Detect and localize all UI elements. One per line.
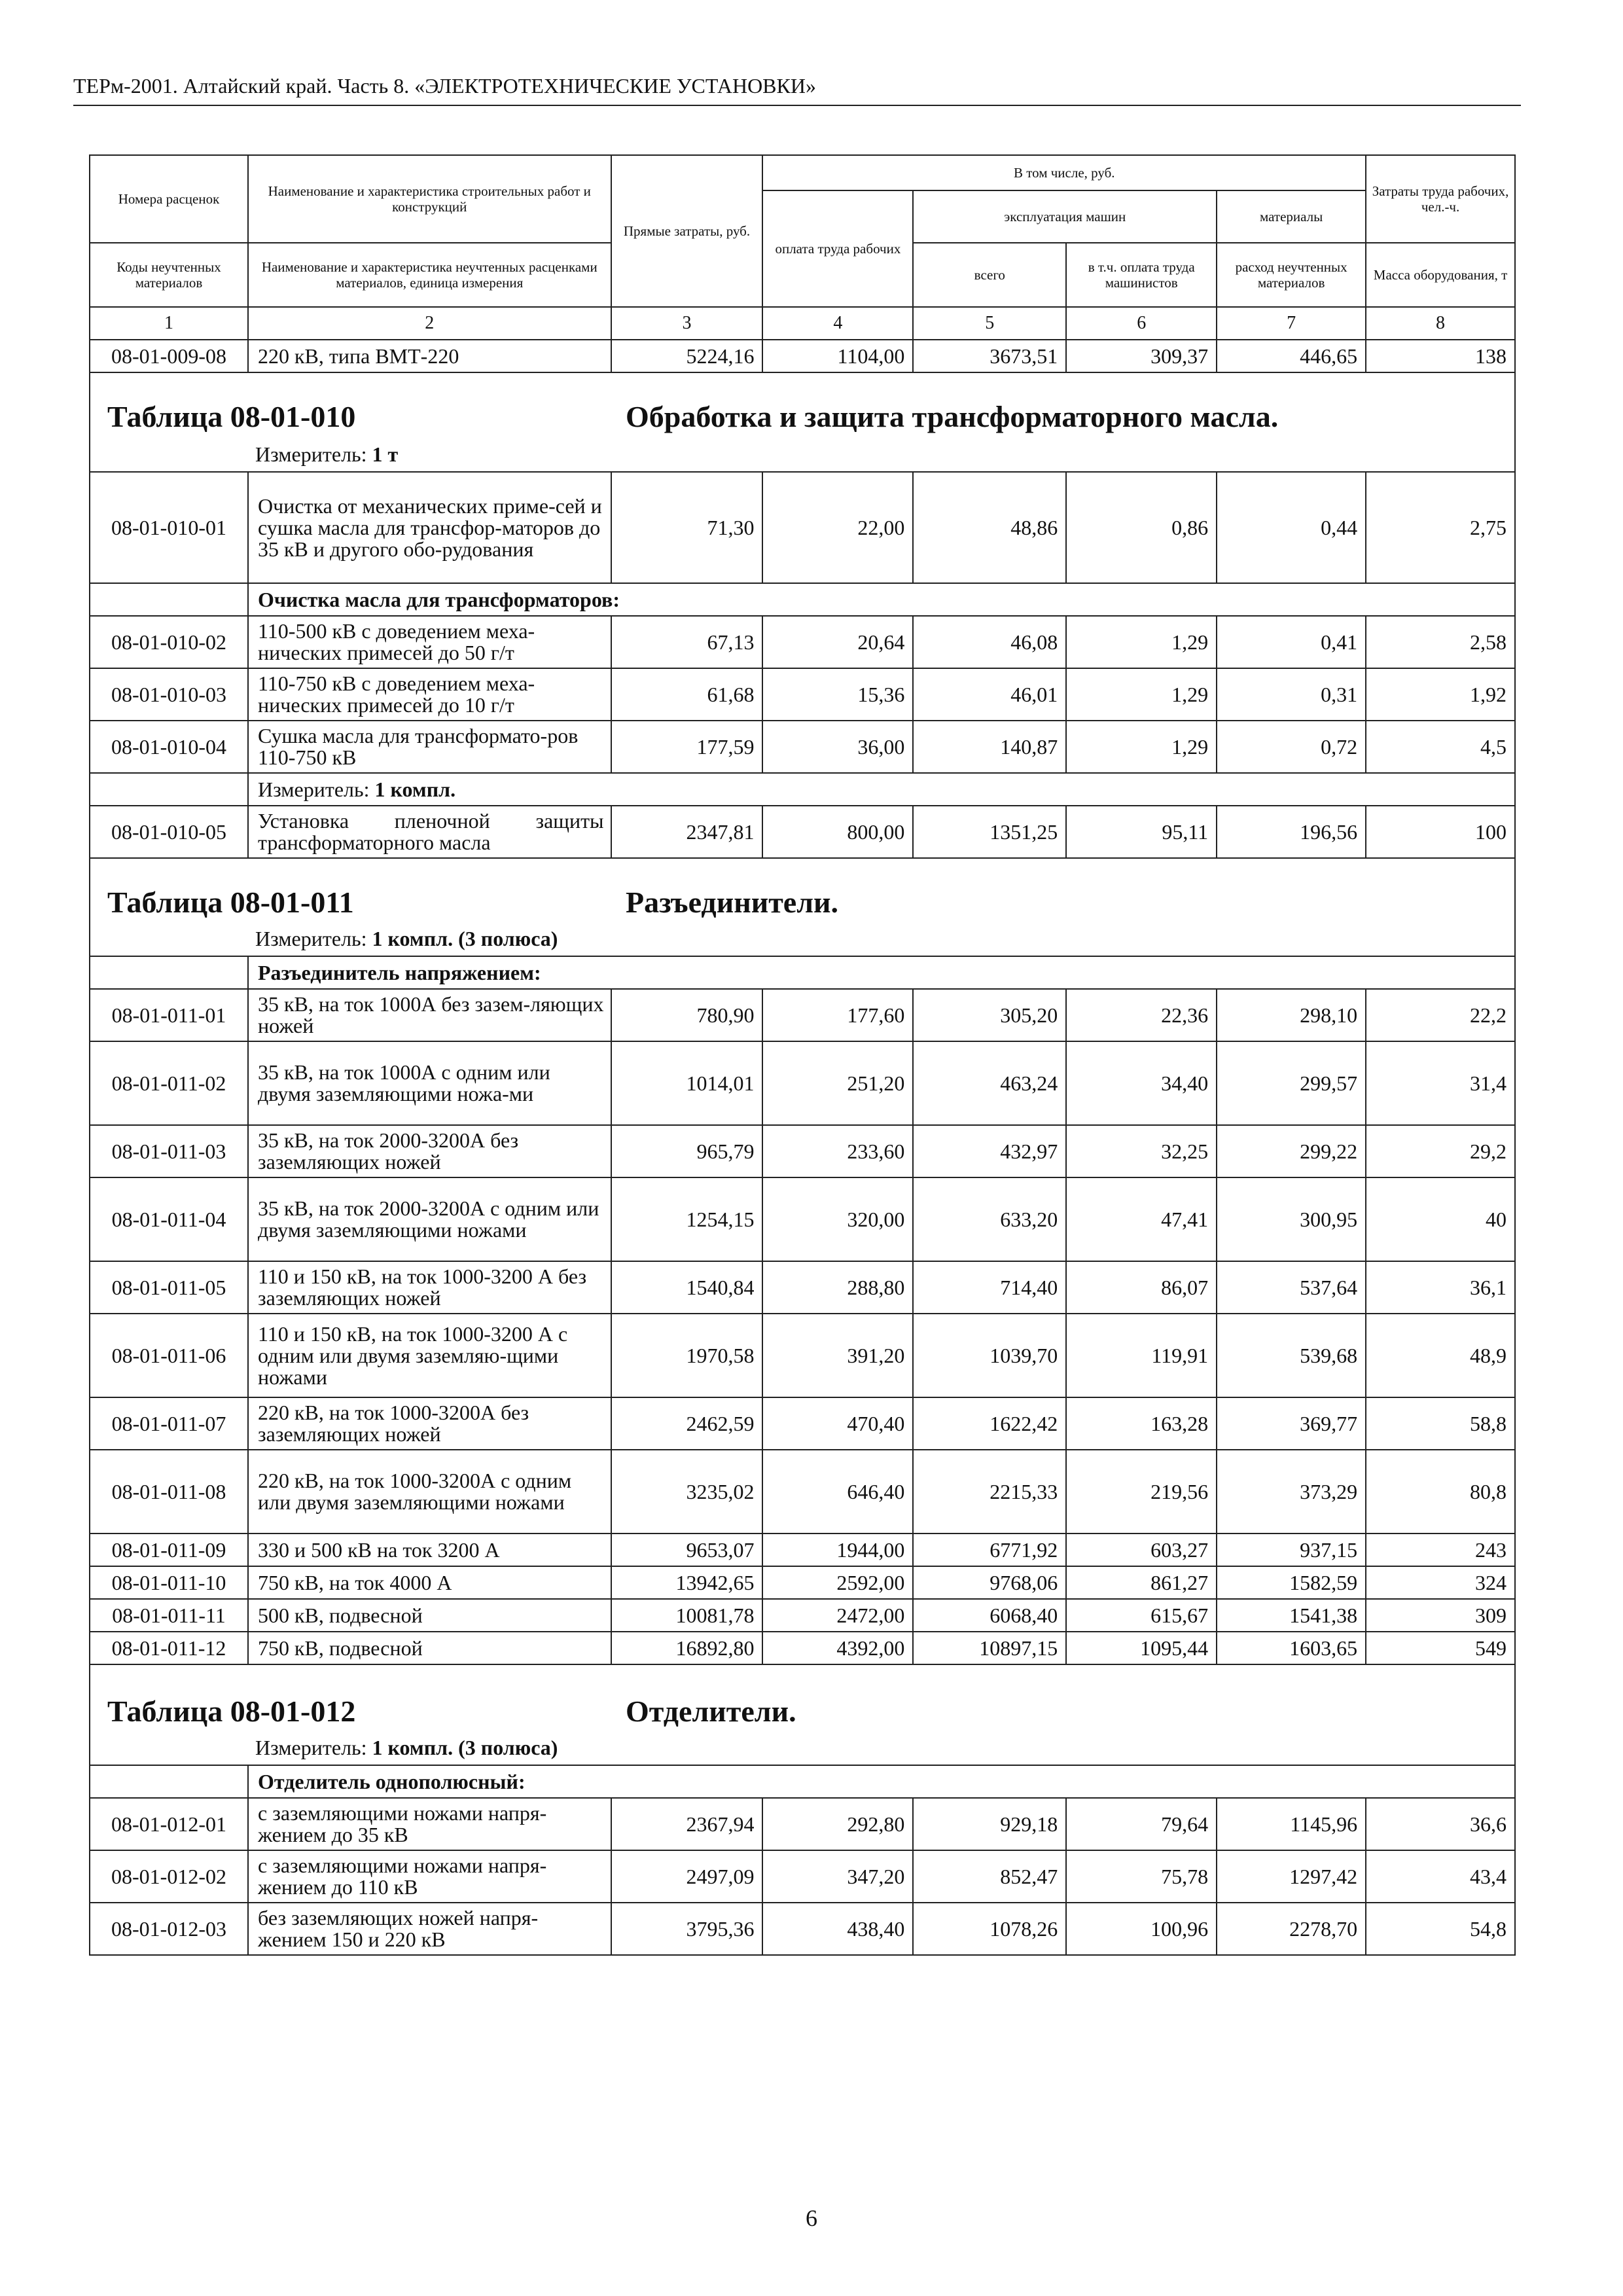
row-last: 549	[1366, 1632, 1515, 1664]
row-name: 110 и 150 кВ, на ток 1000-3200 А с одним или двумя заземляю-щими ножами	[248, 1314, 611, 1397]
row-code: 08-01-011-02	[90, 1041, 248, 1125]
row-mach-labor: 219,56	[1066, 1450, 1217, 1534]
row-labor: 292,80	[762, 1798, 913, 1850]
row-mat: 0,31	[1217, 668, 1366, 721]
subheading-row	[90, 583, 1515, 616]
measure	[248, 773, 1515, 806]
row-mach: 9768,06	[913, 1566, 1066, 1599]
row-mach-labor: 1,29	[1066, 721, 1217, 773]
row-mach-labor: 95,11	[1066, 806, 1217, 858]
section-header	[90, 858, 1515, 956]
measure-value: 1 т	[372, 442, 399, 466]
row-mach-labor: 1,29	[1066, 616, 1217, 668]
row-direct: 2497,09	[611, 1850, 763, 1903]
measure-label: Измеритель:	[255, 442, 367, 466]
col-number: 4	[762, 307, 913, 340]
row-mat: 1145,96	[1217, 1798, 1366, 1850]
row-last: 2,75	[1366, 472, 1515, 583]
section-measure	[255, 442, 398, 467]
row-name: 110 и 150 кВ, на ток 1000-3200 А без заземляющих ножей	[248, 1261, 611, 1314]
row-direct: 2462,59	[611, 1397, 763, 1450]
row-mach: 1039,70	[913, 1314, 1066, 1397]
row-mat: 0,41	[1217, 616, 1366, 668]
table-row	[90, 1314, 1515, 1397]
row-last: 36,1	[1366, 1261, 1515, 1314]
table-row	[90, 1599, 1515, 1632]
row-labor: 646,40	[762, 1450, 913, 1534]
row-last: 100	[1366, 806, 1515, 858]
column-numbers-row	[90, 307, 1515, 340]
row-last: 324	[1366, 1566, 1515, 1599]
header-mass: Масса оборудования, т	[1366, 243, 1515, 307]
header-machines: эксплуатация машин	[913, 190, 1217, 243]
row-name: 330 и 500 кВ на ток 3200 А	[248, 1534, 611, 1566]
table-row	[90, 1566, 1515, 1599]
row-labor: 177,60	[762, 989, 913, 1041]
row-labor: 4392,00	[762, 1632, 913, 1664]
row-code: 08-01-011-10	[90, 1566, 248, 1599]
section-header	[90, 1664, 1515, 1765]
row-code: 08-01-012-01	[90, 1798, 248, 1850]
row-last: 138	[1366, 340, 1515, 372]
section-measure	[255, 927, 558, 951]
header-name: Наименование и характеристика строительных работ и конструкций	[248, 155, 611, 243]
measure-label: Измеритель:	[255, 1736, 367, 1759]
table-row	[90, 616, 1515, 668]
row-mach-labor: 34,40	[1066, 1041, 1217, 1125]
header-row-1	[90, 155, 1515, 190]
table-row	[90, 1261, 1515, 1314]
row-labor: 1944,00	[762, 1534, 913, 1566]
row-name: Очистка от механических приме-сей и сушка масла для трансфор-маторов до 35 кВ и другого обо-рудования	[248, 472, 611, 583]
row-direct: 965,79	[611, 1125, 763, 1177]
section-description: Отделители.	[626, 1695, 796, 1728]
subheading-row	[90, 956, 1515, 989]
row-mat: 537,64	[1217, 1261, 1366, 1314]
row-mat: 299,22	[1217, 1125, 1366, 1177]
row-direct: 780,90	[611, 989, 763, 1041]
measure-value: 1 компл.	[374, 777, 456, 801]
page-number: 6	[806, 2205, 817, 2231]
row-labor: 470,40	[762, 1397, 913, 1450]
row-direct: 10081,78	[611, 1599, 763, 1632]
subheading: Разъединитель напряжением:	[248, 956, 1515, 989]
header-code2: Коды неучтенных материалов	[90, 243, 248, 307]
table-row	[90, 668, 1515, 721]
row-labor: 15,36	[762, 668, 913, 721]
row-last: 80,8	[1366, 1450, 1515, 1534]
row-labor: 36,00	[762, 721, 913, 773]
row-mat: 1541,38	[1217, 1599, 1366, 1632]
section-header	[90, 372, 1515, 472]
section-title: Таблица 08-01-010	[107, 400, 356, 433]
row-last: 54,8	[1366, 1903, 1515, 1955]
row-name: Установка пленочной защиты трансформаторного масла	[248, 806, 611, 858]
header-mach-total: всего	[913, 243, 1066, 307]
row-labor: 800,00	[762, 806, 913, 858]
row-mach: 2215,33	[913, 1450, 1066, 1534]
header-mach-labor: в т.ч. оплата труда машинистов	[1066, 243, 1217, 307]
row-labor: 288,80	[762, 1261, 913, 1314]
row-labor: 2472,00	[762, 1599, 913, 1632]
row-mach: 3673,51	[913, 340, 1066, 372]
row-mach: 714,40	[913, 1261, 1066, 1314]
table-row	[90, 1177, 1515, 1261]
row-mach-labor: 861,27	[1066, 1566, 1217, 1599]
table-row	[90, 340, 1515, 372]
row-code: 08-01-010-02	[90, 616, 248, 668]
row-labor: 251,20	[762, 1041, 913, 1125]
header-materials: материалы	[1217, 190, 1366, 243]
row-direct: 1014,01	[611, 1041, 763, 1125]
header-incl: В том числе, руб.	[762, 155, 1366, 190]
row-mach-labor: 22,36	[1066, 989, 1217, 1041]
row-last: 29,2	[1366, 1125, 1515, 1177]
row-name: с заземляющими ножами напря-жением до 110 кВ	[248, 1850, 611, 1903]
col-number: 2	[248, 307, 611, 340]
row-last: 2,58	[1366, 616, 1515, 668]
row-last: 43,4	[1366, 1850, 1515, 1903]
row-mach: 1351,25	[913, 806, 1066, 858]
row-code: 08-01-011-06	[90, 1314, 248, 1397]
row-mat: 937,15	[1217, 1534, 1366, 1566]
row-mach-labor: 79,64	[1066, 1798, 1217, 1850]
row-code: 08-01-012-03	[90, 1903, 248, 1955]
row-direct: 71,30	[611, 472, 763, 583]
row-mach-labor: 163,28	[1066, 1397, 1217, 1450]
row-mat: 1603,65	[1217, 1632, 1366, 1664]
row-code: 08-01-010-05	[90, 806, 248, 858]
subheading-row	[90, 1765, 1515, 1798]
row-mach: 929,18	[913, 1798, 1066, 1850]
row-direct: 9653,07	[611, 1534, 763, 1566]
row-direct: 1540,84	[611, 1261, 763, 1314]
table-row	[90, 1850, 1515, 1903]
row-code: 08-01-011-11	[90, 1599, 248, 1632]
table-row	[90, 1903, 1515, 1955]
row-mach: 633,20	[913, 1177, 1066, 1261]
row-last: 36,6	[1366, 1798, 1515, 1850]
row-last: 309	[1366, 1599, 1515, 1632]
row-mat: 1582,59	[1217, 1566, 1366, 1599]
row-direct: 61,68	[611, 668, 763, 721]
table-row	[90, 1632, 1515, 1664]
table-row	[90, 472, 1515, 583]
row-name: 35 кВ, на ток 2000-3200А без заземляющих ножей	[248, 1125, 611, 1177]
page-header: ТЕРм-2001. Алтайский край. Часть 8. «ЭЛЕКТРОТЕХНИЧЕСКИЕ УСТАНОВКИ»	[73, 72, 1521, 106]
row-mach-labor: 1,29	[1066, 668, 1217, 721]
row-name: 35 кВ, на ток 2000-3200А с одним или двумя заземляющими ножами	[248, 1177, 611, 1261]
row-mat: 196,56	[1217, 806, 1366, 858]
row-code: 08-01-011-09	[90, 1534, 248, 1566]
row-labor: 233,60	[762, 1125, 913, 1177]
row-name: 750 кВ, подвесной	[248, 1632, 611, 1664]
table-row	[90, 1798, 1515, 1850]
row-direct: 177,59	[611, 721, 763, 773]
row-direct: 3795,36	[611, 1903, 763, 1955]
row-code: 08-01-009-08	[90, 340, 248, 372]
row-direct: 1254,15	[611, 1177, 763, 1261]
row-mach: 852,47	[913, 1850, 1066, 1903]
row-mach-labor: 75,78	[1066, 1850, 1217, 1903]
row-code: 08-01-010-03	[90, 668, 248, 721]
row-mat: 300,95	[1217, 1177, 1366, 1261]
row-code: 08-01-011-05	[90, 1261, 248, 1314]
section-description: Обработка и защита трансформаторного масла.	[626, 400, 1279, 433]
measure-value: 1 компл. (3 полюса)	[372, 927, 558, 950]
row-mat: 369,77	[1217, 1397, 1366, 1450]
section-title: Таблица 08-01-011	[107, 886, 354, 919]
table-row	[90, 1450, 1515, 1534]
row-name: 110-500 кВ с доведением меха-нических примесей до 50 г/т	[248, 616, 611, 668]
row-mach-labor: 603,27	[1066, 1534, 1217, 1566]
row-direct: 16892,80	[611, 1632, 763, 1664]
row-mat: 2278,70	[1217, 1903, 1366, 1955]
row-direct: 67,13	[611, 616, 763, 668]
header-direct: Прямые затраты, руб.	[611, 155, 763, 307]
header-labor: оплата труда рабочих	[762, 190, 913, 307]
header-code: Номера расценок	[90, 155, 248, 243]
col-number: 5	[913, 307, 1066, 340]
header-mat-usage: расход неучтенных материалов	[1217, 243, 1366, 307]
measure-label: Измеритель:	[257, 777, 370, 801]
row-name: 220 кВ, на ток 1000-3200А с одним или двумя заземляющими ножами	[248, 1450, 611, 1534]
row-mach: 1078,26	[913, 1903, 1066, 1955]
row-labor: 1104,00	[762, 340, 913, 372]
row-mach: 305,20	[913, 989, 1066, 1041]
row-mach-labor: 309,37	[1066, 340, 1217, 372]
row-mat: 0,72	[1217, 721, 1366, 773]
row-code: 08-01-011-08	[90, 1450, 248, 1534]
row-labor: 438,40	[762, 1903, 913, 1955]
row-labor: 2592,00	[762, 1566, 913, 1599]
row-mat: 298,10	[1217, 989, 1366, 1041]
col-number: 1	[90, 307, 248, 340]
row-mat: 446,65	[1217, 340, 1366, 372]
col-number: 7	[1217, 307, 1366, 340]
table-row	[90, 1397, 1515, 1450]
row-last: 31,4	[1366, 1041, 1515, 1125]
row-direct: 3235,02	[611, 1450, 763, 1534]
row-last: 58,8	[1366, 1397, 1515, 1450]
row-mach: 46,01	[913, 668, 1066, 721]
row-mat: 1297,42	[1217, 1850, 1366, 1903]
row-code: 08-01-010-04	[90, 721, 248, 773]
section-description: Разъединители.	[626, 886, 839, 919]
row-last: 243	[1366, 1534, 1515, 1566]
row-mach-labor: 32,25	[1066, 1125, 1217, 1177]
section-title: Таблица 08-01-012	[107, 1695, 356, 1728]
row-last: 1,92	[1366, 668, 1515, 721]
row-code: 08-01-012-02	[90, 1850, 248, 1903]
row-mach-labor: 0,86	[1066, 472, 1217, 583]
row-labor: 22,00	[762, 472, 913, 583]
row-direct: 1970,58	[611, 1314, 763, 1397]
row-name: Сушка масла для трансформато-ров 110-750 кВ	[248, 721, 611, 773]
table-row	[90, 1041, 1515, 1125]
row-mach: 10897,15	[913, 1632, 1066, 1664]
row-name: 110-750 кВ с доведением меха-нических примесей до 10 г/т	[248, 668, 611, 721]
row-direct: 2367,94	[611, 1798, 763, 1850]
row-name: 220 кВ, на ток 1000-3200А без заземляющих ножей	[248, 1397, 611, 1450]
row-mat: 299,57	[1217, 1041, 1366, 1125]
row-name: без заземляющих ножей напря-жением 150 и 220 кВ	[248, 1903, 611, 1955]
table-row	[90, 721, 1515, 773]
rates-table	[89, 154, 1516, 1956]
row-last: 4,5	[1366, 721, 1515, 773]
row-mat: 0,44	[1217, 472, 1366, 583]
row-mach: 1622,42	[913, 1397, 1066, 1450]
row-labor: 320,00	[762, 1177, 913, 1261]
row-mach-labor: 100,96	[1066, 1903, 1217, 1955]
table-row	[90, 1125, 1515, 1177]
row-name: 220 кВ, типа ВМТ-220	[248, 340, 611, 372]
row-last: 40	[1366, 1177, 1515, 1261]
row-labor: 347,20	[762, 1850, 913, 1903]
row-labor: 391,20	[762, 1314, 913, 1397]
row-name: с заземляющими ножами напря-жением до 35 кВ	[248, 1798, 611, 1850]
row-mach: 48,86	[913, 472, 1066, 583]
row-mach: 6771,92	[913, 1534, 1066, 1566]
row-mach-labor: 119,91	[1066, 1314, 1217, 1397]
row-last: 48,9	[1366, 1314, 1515, 1397]
section-measure	[255, 1736, 558, 1760]
row-code: 08-01-011-01	[90, 989, 248, 1041]
row-mach: 140,87	[913, 721, 1066, 773]
row-direct: 13942,65	[611, 1566, 763, 1599]
row-name: 750 кВ, на ток 4000 А	[248, 1566, 611, 1599]
col-number: 8	[1366, 307, 1515, 340]
row-mach-labor: 47,41	[1066, 1177, 1217, 1261]
row-code: 08-01-010-01	[90, 472, 248, 583]
row-mach-labor: 615,67	[1066, 1599, 1217, 1632]
row-name: 500 кВ, подвесной	[248, 1599, 611, 1632]
row-mach: 46,08	[913, 616, 1066, 668]
measure-label: Измеритель:	[255, 927, 367, 950]
row-mach-labor: 86,07	[1066, 1261, 1217, 1314]
measure-value: 1 компл. (3 полюса)	[372, 1736, 558, 1759]
row-mach: 6068,40	[913, 1599, 1066, 1632]
table-row	[90, 806, 1515, 858]
row-name: 35 кВ, на ток 1000А с одним или двумя заземляющими ножа-ми	[248, 1041, 611, 1125]
subheading: Отделитель однополюсный:	[248, 1765, 1515, 1798]
row-code: 08-01-011-07	[90, 1397, 248, 1450]
row-mat: 539,68	[1217, 1314, 1366, 1397]
header-name2: Наименование и характеристика неучтенных расценками материалов, единица измерения	[248, 243, 611, 307]
table-row	[90, 989, 1515, 1041]
row-direct: 5224,16	[611, 340, 763, 372]
row-last: 22,2	[1366, 989, 1515, 1041]
row-code: 08-01-011-03	[90, 1125, 248, 1177]
col-number: 6	[1066, 307, 1217, 340]
row-code: 08-01-011-12	[90, 1632, 248, 1664]
row-mach: 432,97	[913, 1125, 1066, 1177]
table-row	[90, 1534, 1515, 1566]
row-code: 08-01-011-04	[90, 1177, 248, 1261]
row-mach-labor: 1095,44	[1066, 1632, 1217, 1664]
row-mach: 463,24	[913, 1041, 1066, 1125]
row-mat: 373,29	[1217, 1450, 1366, 1534]
subheading: Очистка масла для трансформаторов:	[248, 583, 1515, 616]
header-labor-cost: Затраты труда рабочих, чел.-ч.	[1366, 155, 1515, 243]
col-number: 3	[611, 307, 763, 340]
row-direct: 2347,81	[611, 806, 763, 858]
measure-row	[90, 773, 1515, 806]
row-name: 35 кВ, на ток 1000А без зазем-ляющих ножей	[248, 989, 611, 1041]
row-labor: 20,64	[762, 616, 913, 668]
